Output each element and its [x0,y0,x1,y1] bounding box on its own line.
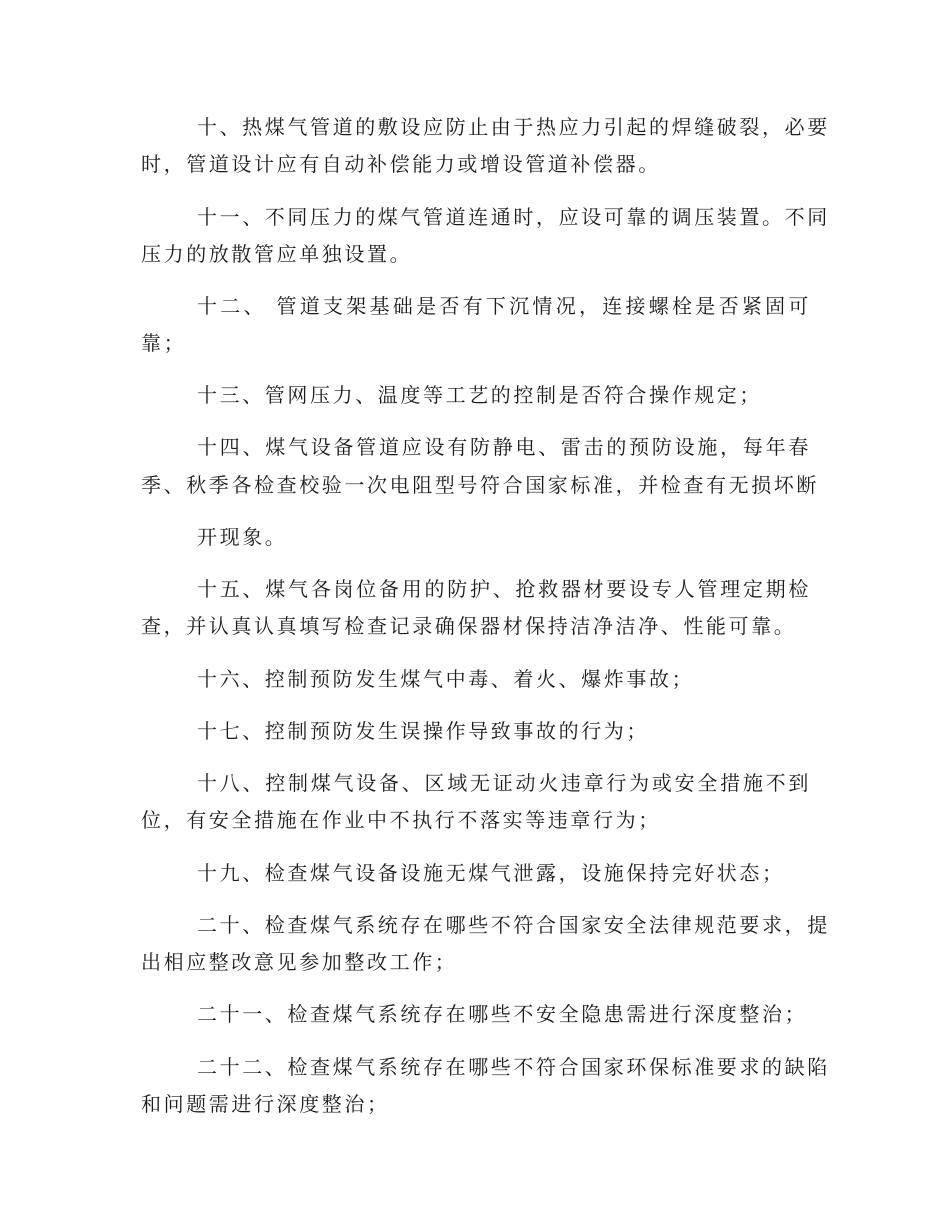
text-line: 十一、不同压力的煤气管道连通时，应设可靠的调压装置。不同 [197,205,830,229]
text-line: 季、秋季各检查校验一次电阻型号符合国家标准，并检查有无损坏断 [141,473,819,497]
text-line: 十八、控制煤气设备、区域无证动火违章行为或安全措施不到 [197,771,811,795]
text-line: 出相应整改意见参加整改工作； [141,950,458,974]
text-line: 二十一、检查煤气系统存在哪些不安全隐患需进行深度整治； [197,1002,808,1026]
text-line: 十二、 管道支架基础是否有下沉情况，连接螺栓是否紧固可 [197,294,811,318]
text-line: 十七、控制预防发生误操作导致事故的行为； [197,719,649,743]
text-line: 压力的放散管应单独设置。 [141,242,413,266]
text-line: 十四、煤气设备管道应设有防静电、雷击的预防设施，每年春 [197,435,811,459]
text-line: 十九、检查煤气设备设施无煤气泄露，设施保持完好状态； [197,861,785,885]
text-line: 十六、控制预防发生煤气中毒、着火、爆炸事故； [197,667,695,691]
text-line: 十三、管网压力、温度等工艺的控制是否符合操作规定； [197,383,762,407]
text-line: 十五、煤气各岗位备用的防护、抢救器材要设专人管理定期检 [197,577,811,601]
text-line: 二十、检查煤气系统存在哪些不符合国家安全法律规范要求，提 [197,913,830,937]
text-line: 时，管道设计应有自动补偿能力或增设管道补偿器。 [141,152,661,176]
text-line: 十、热煤气管道的敷设应防止由于热应力引起的焊缝破裂，必要 [197,115,830,139]
text-line: 位，有安全措施在作业中不执行不落实等违章行为； [141,808,661,832]
text-line: 二十二、检查煤气系统存在哪些不符合国家环保标准要求的缺陷 [197,1055,830,1079]
text-line: 查，并认真认真填写检查记录确保器材保持洁净洁净、性能可靠。 [141,614,797,638]
text-line: 和问题需进行深度整治； [141,1092,390,1116]
text-line: 靠； [141,331,187,355]
text-line: 开现象。 [197,525,288,549]
